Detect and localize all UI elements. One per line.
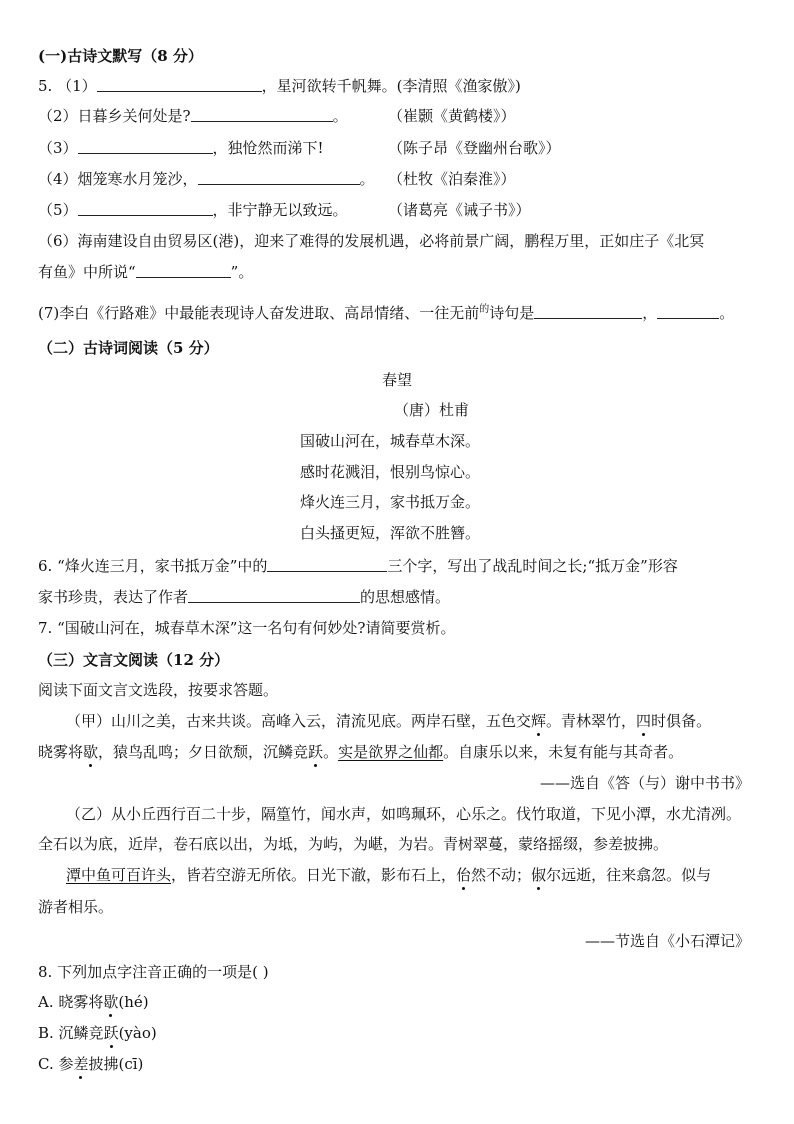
question-5-4 [38,169,375,189]
passage-jia-source: ——选自《答（与）谢中书书》 [539,774,750,792]
question-6-line2 [38,587,450,607]
question-number: 5. [38,77,53,95]
passage-yi-source: ——节选自《小石潭记》 [584,932,750,950]
poem-line: 国破山河在，城春草木深。 [300,432,481,450]
option-pinyin: (hé) [118,993,149,1011]
option-pinyin: 披拂(cī) [88,1055,144,1073]
source-citation: （陈子昂《登幽州台歌》） [388,139,561,157]
option-text: B. 沉鳞竞 [38,1024,104,1042]
dotted-char: 跃 [308,743,324,761]
item-text: 。 [719,304,735,322]
dotted-char: 四 [636,712,652,730]
passage-jia-line1 [66,711,711,731]
poem-line: 感时花溅泪，恨别鸟惊心。 [300,463,481,481]
poem-line: 白头搔更短，浑欲不胜簪。 [300,524,481,542]
source-citation: （诸葛亮《诫子书》） [388,201,531,219]
item-text: 有鱼》中所说“ [38,263,136,281]
item-text: 三个字，写出了战乱时间之长;“抵万金”形容 [387,557,678,575]
option-b[interactable] [38,1023,157,1043]
option-text: A. 晓雾将 [38,993,104,1011]
item-text: 。 [359,170,375,188]
answer-blank[interactable] [657,303,719,319]
item-text: 6. “烽火连三月，家书抵万金”中的 [38,557,268,575]
section-1-title: (一)古诗文默写（8 分） [38,47,203,65]
underlined-sentence: 实是欲界之仙都 [338,743,444,761]
passage-text: 。 [323,743,339,761]
dotted-char: 佁 [456,866,472,884]
passage-text: ，皆若空游无所依。日光下澈，影布石上， [171,866,457,884]
item-text: 的思想感情。 [360,588,451,606]
passage-yi-line2: 全石以为底，近岸，卷石底以出，为坻，为屿，为嵁，为岩。青树翠蔓，蒙络摇缀，参差披拂。 [38,835,669,853]
superscript-char: 的 [479,304,490,315]
answer-blank[interactable] [188,587,360,603]
question-8: 8. 下列加点字注音正确的一项是( ) [38,963,269,981]
dotted-char: 歇 [103,993,119,1011]
answer-blank[interactable] [191,106,333,122]
item-text: ，星河欲转千帆舞。(李清照《渔家傲》) [261,77,521,95]
question-7: 7. “国破山河在，城春草木深”这一名句有何妙处?请简要赏析。 [38,619,456,637]
answer-blank[interactable] [78,200,213,216]
reading-instructions: 阅读下面文言文选段，按要求答题。 [38,681,279,699]
question-5-7 [38,300,734,323]
passage-yi-line1: （乙）从小丘西行百二十步，隔篁竹，闻水声，如鸣珮环，心乐之。伐竹取道，下见小潭，水尤清冽。 [66,805,742,823]
question-5-6-line2 [38,262,253,282]
item-text: ，非宁静无以致远。 [212,201,348,219]
underlined-sentence: 潭中鱼可百许头 [66,866,172,884]
dotted-char: 俶 [531,866,547,884]
item-text: （5） [38,201,78,219]
option-c[interactable] [38,1054,143,1074]
item-text: （4）烟笼寒水月笼沙， [38,170,198,188]
passage-text: ，猿鸟乱鸣；夕日欲颓，沉鳞竞 [98,743,309,761]
item-text: （3） [38,139,78,157]
question-5-3 [38,138,324,158]
passage-text: 。青林翠竹， [546,712,637,730]
item-text: （2）日暮乡关何处是? [38,107,191,125]
item-text: ， [642,304,658,322]
dotted-char: 辉 [531,712,547,730]
question-5-2 [38,106,348,126]
source-citation: （杜牧《泊秦淮》） [388,170,516,188]
question-5-1 [38,76,521,96]
passage-yi-line3 [66,865,711,885]
item-text: 。 [332,107,348,125]
poem-author: （唐）杜甫 [394,401,470,419]
option-a[interactable] [38,992,149,1012]
question-6-line1 [38,556,678,576]
passage-text: 晓雾将 [38,743,84,761]
passage-text: （甲）山川之美，古来共谈。高峰入云，清流见底。两岸石壁，五色交 [66,712,532,730]
passage-text: 时俱备。 [651,712,712,730]
section-3-title: （三）文言文阅读（12 分） [38,651,230,669]
answer-blank[interactable] [534,303,642,319]
item-text: 家书珍贵，表达了作者 [38,588,189,606]
poem-line: 烽火连三月，家书抵万金。 [300,493,481,511]
passage-jia-line2 [38,742,683,762]
dotted-char: 差 [73,1055,89,1073]
answer-blank[interactable] [267,556,387,572]
item-text: (7)李白《行路难》中最能表现诗人奋发进取、高昂情绪、一往无前 [38,304,480,322]
source-citation: （崔颢《黄鹤楼》） [388,107,516,125]
question-5-5 [38,200,348,220]
section-2-title: （二）古诗词阅读（5 分） [38,339,219,357]
dotted-char: 歇 [83,743,99,761]
option-text: C. 参 [38,1055,74,1073]
option-pinyin: (yào) [118,1024,157,1042]
passage-text: 尔远逝，往来翕忽。似与 [546,866,712,884]
answer-blank[interactable] [198,169,360,185]
passage-text: 。自康乐以来，未复有能与其奇者。 [443,743,684,761]
item-text: 诗句是 [489,304,535,322]
answer-blank[interactable] [136,262,231,278]
item-text: ，独怆然而涕下! [212,139,324,157]
item-label: （1） [57,77,97,95]
question-5-6-line1: （6）海南建设自由贸易区(港)，迎来了难得的发展机遇，必将前景广阔，鹏程万里，正如庄子《北冥 [38,232,705,250]
passage-yi-line4: 游者相乐。 [38,898,114,916]
poem-title: 春望 [381,371,412,389]
answer-blank[interactable] [78,138,213,154]
dotted-char: 跃 [103,1024,119,1042]
passage-text: 然不动； [471,866,532,884]
item-text: ”。 [230,263,254,281]
answer-blank[interactable] [97,76,262,92]
